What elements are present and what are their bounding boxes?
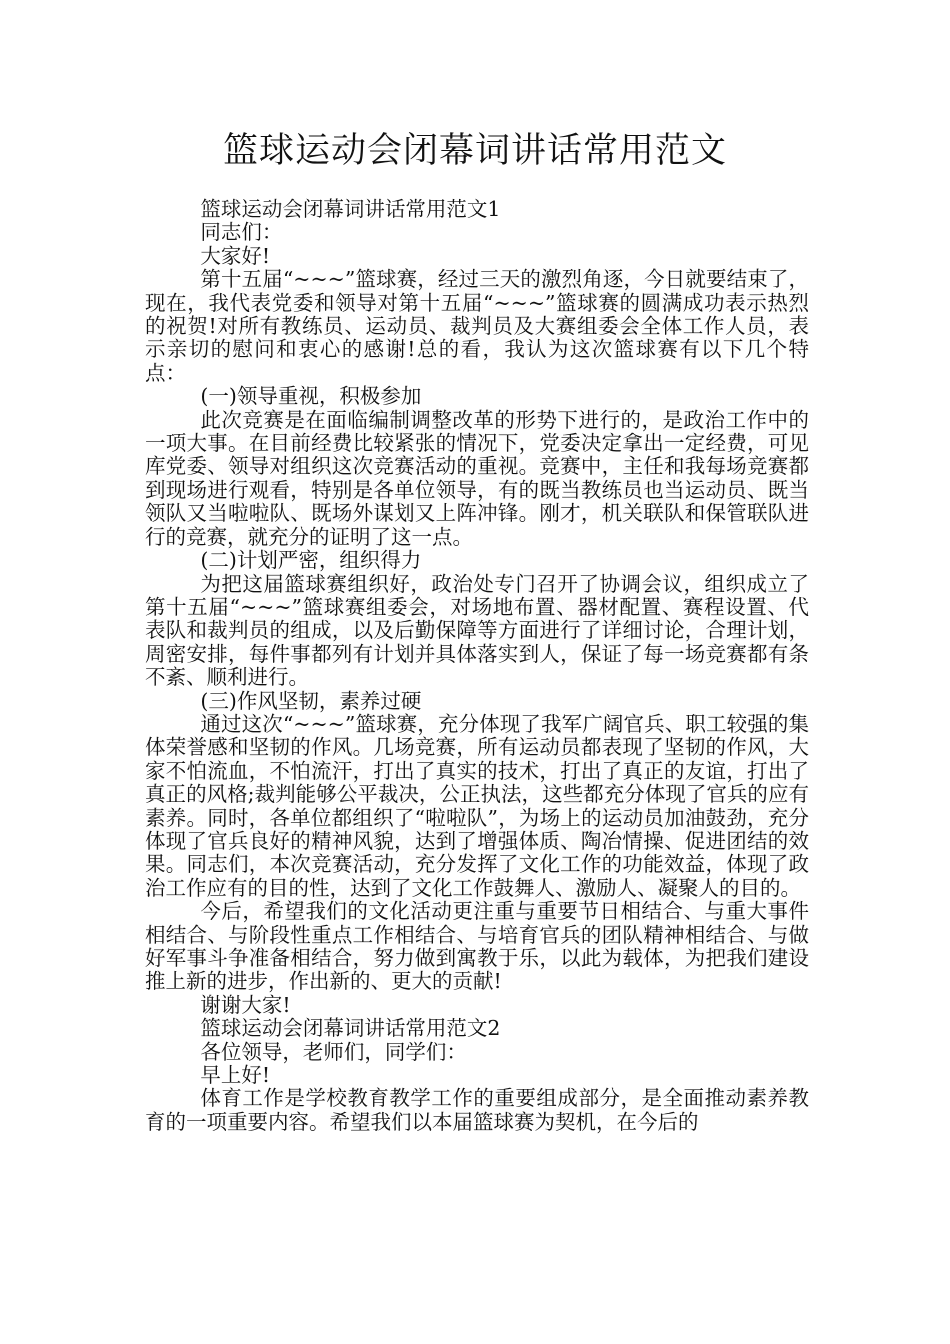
subheading-1: (一)领导重视，积极参加 [200, 384, 422, 409]
subheading-2: (二)计划严密，组织得力 [200, 548, 422, 573]
paragraph-5: 体育工作是学校教育教学工作的重要组成部分，是全面推动素养教育的一项重要内容。希望我们以本届篮球赛为契机，在今后的 [145, 1086, 809, 1134]
paragraph-3: 通过这次“~~~”篮球赛，充分体现了我军广阔官兵、职工较强的集体荣誉感和坚韧的作风。几场竞赛，所有运动员都表现了坚韧的作风，大家不怕流血，不怕流汗，打出了真实的技术，打出了真正的友谊，打出了真正的风格;裁判能够公平裁决，公正执法，这些都充分体现了官兵的应有素养。同时，各单位都组织了“啦啦队”，为场上的运动员加油鼓劲，充分体现了官兵良好的精神风貌，达到了增强体质、陶冶情操、促进团结的效果。同志们，本次竞赛活动，充分发挥了文化工作的功能效益，体现了政治工作应有的目的性，达到了文化工作鼓舞人、激励人、凝聚人的目的。 [145, 711, 809, 900]
document-title: 篮球运动会闭幕词讲话常用范文 [222, 131, 727, 171]
subheading-3: (三)作风坚韧，素养过硬 [200, 688, 422, 713]
salutation-2: 各位领导，老师们，同学们： [200, 1039, 467, 1064]
closing-thanks: 谢谢大家! [200, 992, 291, 1017]
section-heading-2: 篮球运动会闭幕词讲话常用范文2 [200, 1016, 501, 1041]
greeting-2: 早上好! [200, 1063, 271, 1088]
document-body [145, 198, 809, 1134]
paragraph-4: 今后，希望我们的文化活动更注重与重要节日相结合、与重大事件相结合、与阶段性重点工作相结合、与培育官兵的团队精神相结合、与做好军事斗争准备相结合，努力做到寓教于乐，以此为载体，为把我们建设推上新的进步，作出新的、更大的贡献! [145, 899, 809, 994]
greeting: 大家好! [200, 243, 271, 268]
paragraph-intro: 第十五届“~~~”篮球赛，经过三天的激烈角逐，今日就要结束了，现在，我代表党委和领导对第十五届“~~~”篮球赛的圆满成功表示热烈的祝贺!对所有教练员、运动员、裁判员及大赛组委会全体工作人员，表示亲切的慰问和衷心的感谢!总的看，我认为这次篮球赛有以下几个特点： [145, 267, 809, 385]
paragraph-1: 此次竞赛是在面临编制调整改革的形势下进行的，是政治工作中的一项大事。在目前经费比较紧张的情况下，党委决定拿出一定经费，可见库党委、领导对组织这次竞赛活动的重视。竞赛中，主任和我每场竞赛都到现场进行观看，特别是各单位领导，有的既当教练员也当运动员、既当领队又当啦啦队、既场外谋划又上阵冲锋。刚才，机关联队和保管联队进行的竞赛，就充分的证明了这一点。 [145, 407, 809, 549]
salutation: 同志们： [200, 220, 283, 245]
section-heading-1: 篮球运动会闭幕词讲话常用范文1 [200, 197, 501, 221]
paragraph-2: 为把这届篮球赛组织好，政治处专门召开了协调会议，组织成立了第十五届“~~~”篮球赛组委会，对场地布置、器材配置、赛程设置、代表队和裁判员的组成，以及后勤保障等方面进行了详细讨论，合理计划，周密安排，每件事都列有计划并具体落实到人，保证了每一场竞赛都有条不紊、顺利进行。 [145, 571, 809, 690]
